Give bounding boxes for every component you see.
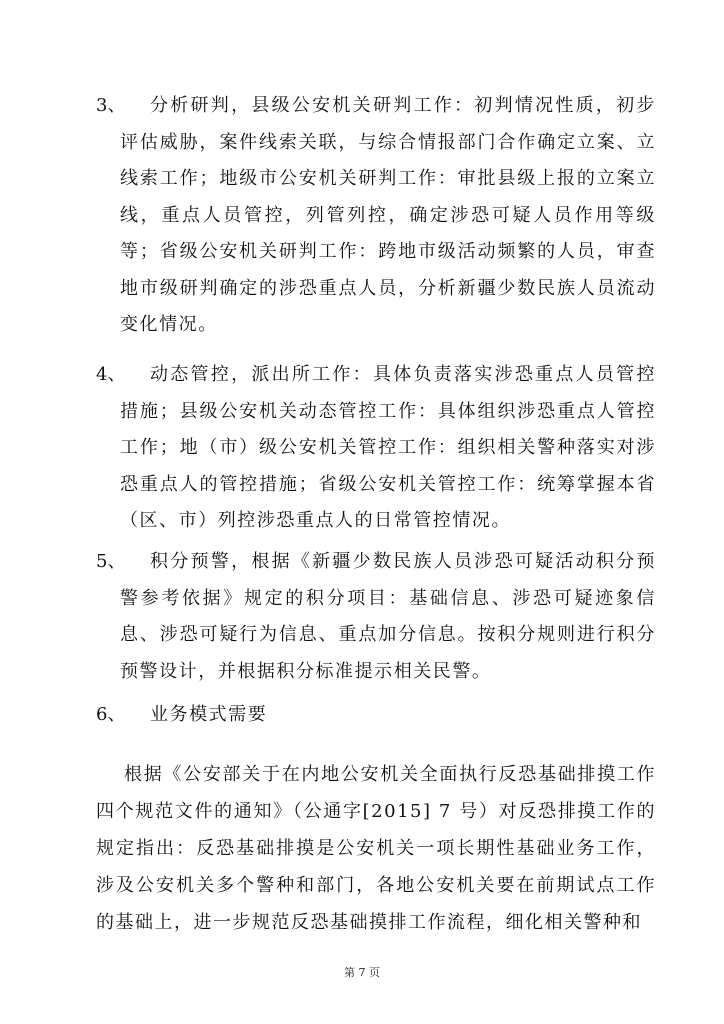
list-item-number: 5、 bbox=[96, 551, 126, 572]
list-item-6 bbox=[96, 697, 656, 734]
page-number: 第 7 页 bbox=[344, 966, 380, 979]
list-item-3 bbox=[96, 88, 656, 344]
list-item-number: 4、 bbox=[96, 364, 126, 385]
list-item-5 bbox=[96, 544, 656, 690]
list-item-text: 动态管控，派出所工作：具体负责落实涉恐重点人员管控措施；县级公安机关动态管控工作：具体组织涉恐重点人管控工作；地（市）级公安机关管控工作：组织相关警种落实对涉恐重点人的管控措施；省级公安机关管控工作：统筹掌握本省（区、市）列控涉恐重点人的日常管控情况。 bbox=[120, 364, 656, 531]
list-item-number: 6、 bbox=[96, 704, 126, 725]
list-item-text: 分析研判，县级公安机关研判工作：初判情况性质，初步评估威胁，案件线索关联，与综合情报部门合作确定立案、立线索工作；地级市公安机关研判工作：审批县级上报的立案立线，重点人员管控，列管列控，确定涉恐可疑人员作用等级等；省级公安机关研判工作：跨地市级活动频繁的人员，审查地市级研判确定的涉恐重点人员，分析新疆少数民族人员流动变化情况。 bbox=[120, 95, 656, 335]
list-item-text: 业务模式需要 bbox=[150, 704, 268, 725]
list-item-4 bbox=[96, 357, 656, 540]
body-paragraph: 根据《公安部关于在内地公安机关全面执行反恐基础排摸工作四个规范文件的通知》（公通字[2015] 7 号）对反恐排摸工作的规定指出：反恐基础排摸是公安机关一项长期性基础业务工作，涉及公安机关多个警种和部门，各地公安机关要在前期试点工作的基础上，进一步规范反恐基础摸排工作流程，细化相关警种和 bbox=[96, 764, 656, 933]
list-item-text: 积分预警，根据《新疆少数民族人员涉恐可疑活动积分预警参考依据》规定的积分项目：基础信息、涉恐可疑迹象信息、涉恐可疑行为信息、重点加分信息。按积分规则进行积分预警设计，并根据积分标准提示相关民警。 bbox=[120, 551, 656, 682]
list-item-number: 3、 bbox=[96, 95, 126, 116]
